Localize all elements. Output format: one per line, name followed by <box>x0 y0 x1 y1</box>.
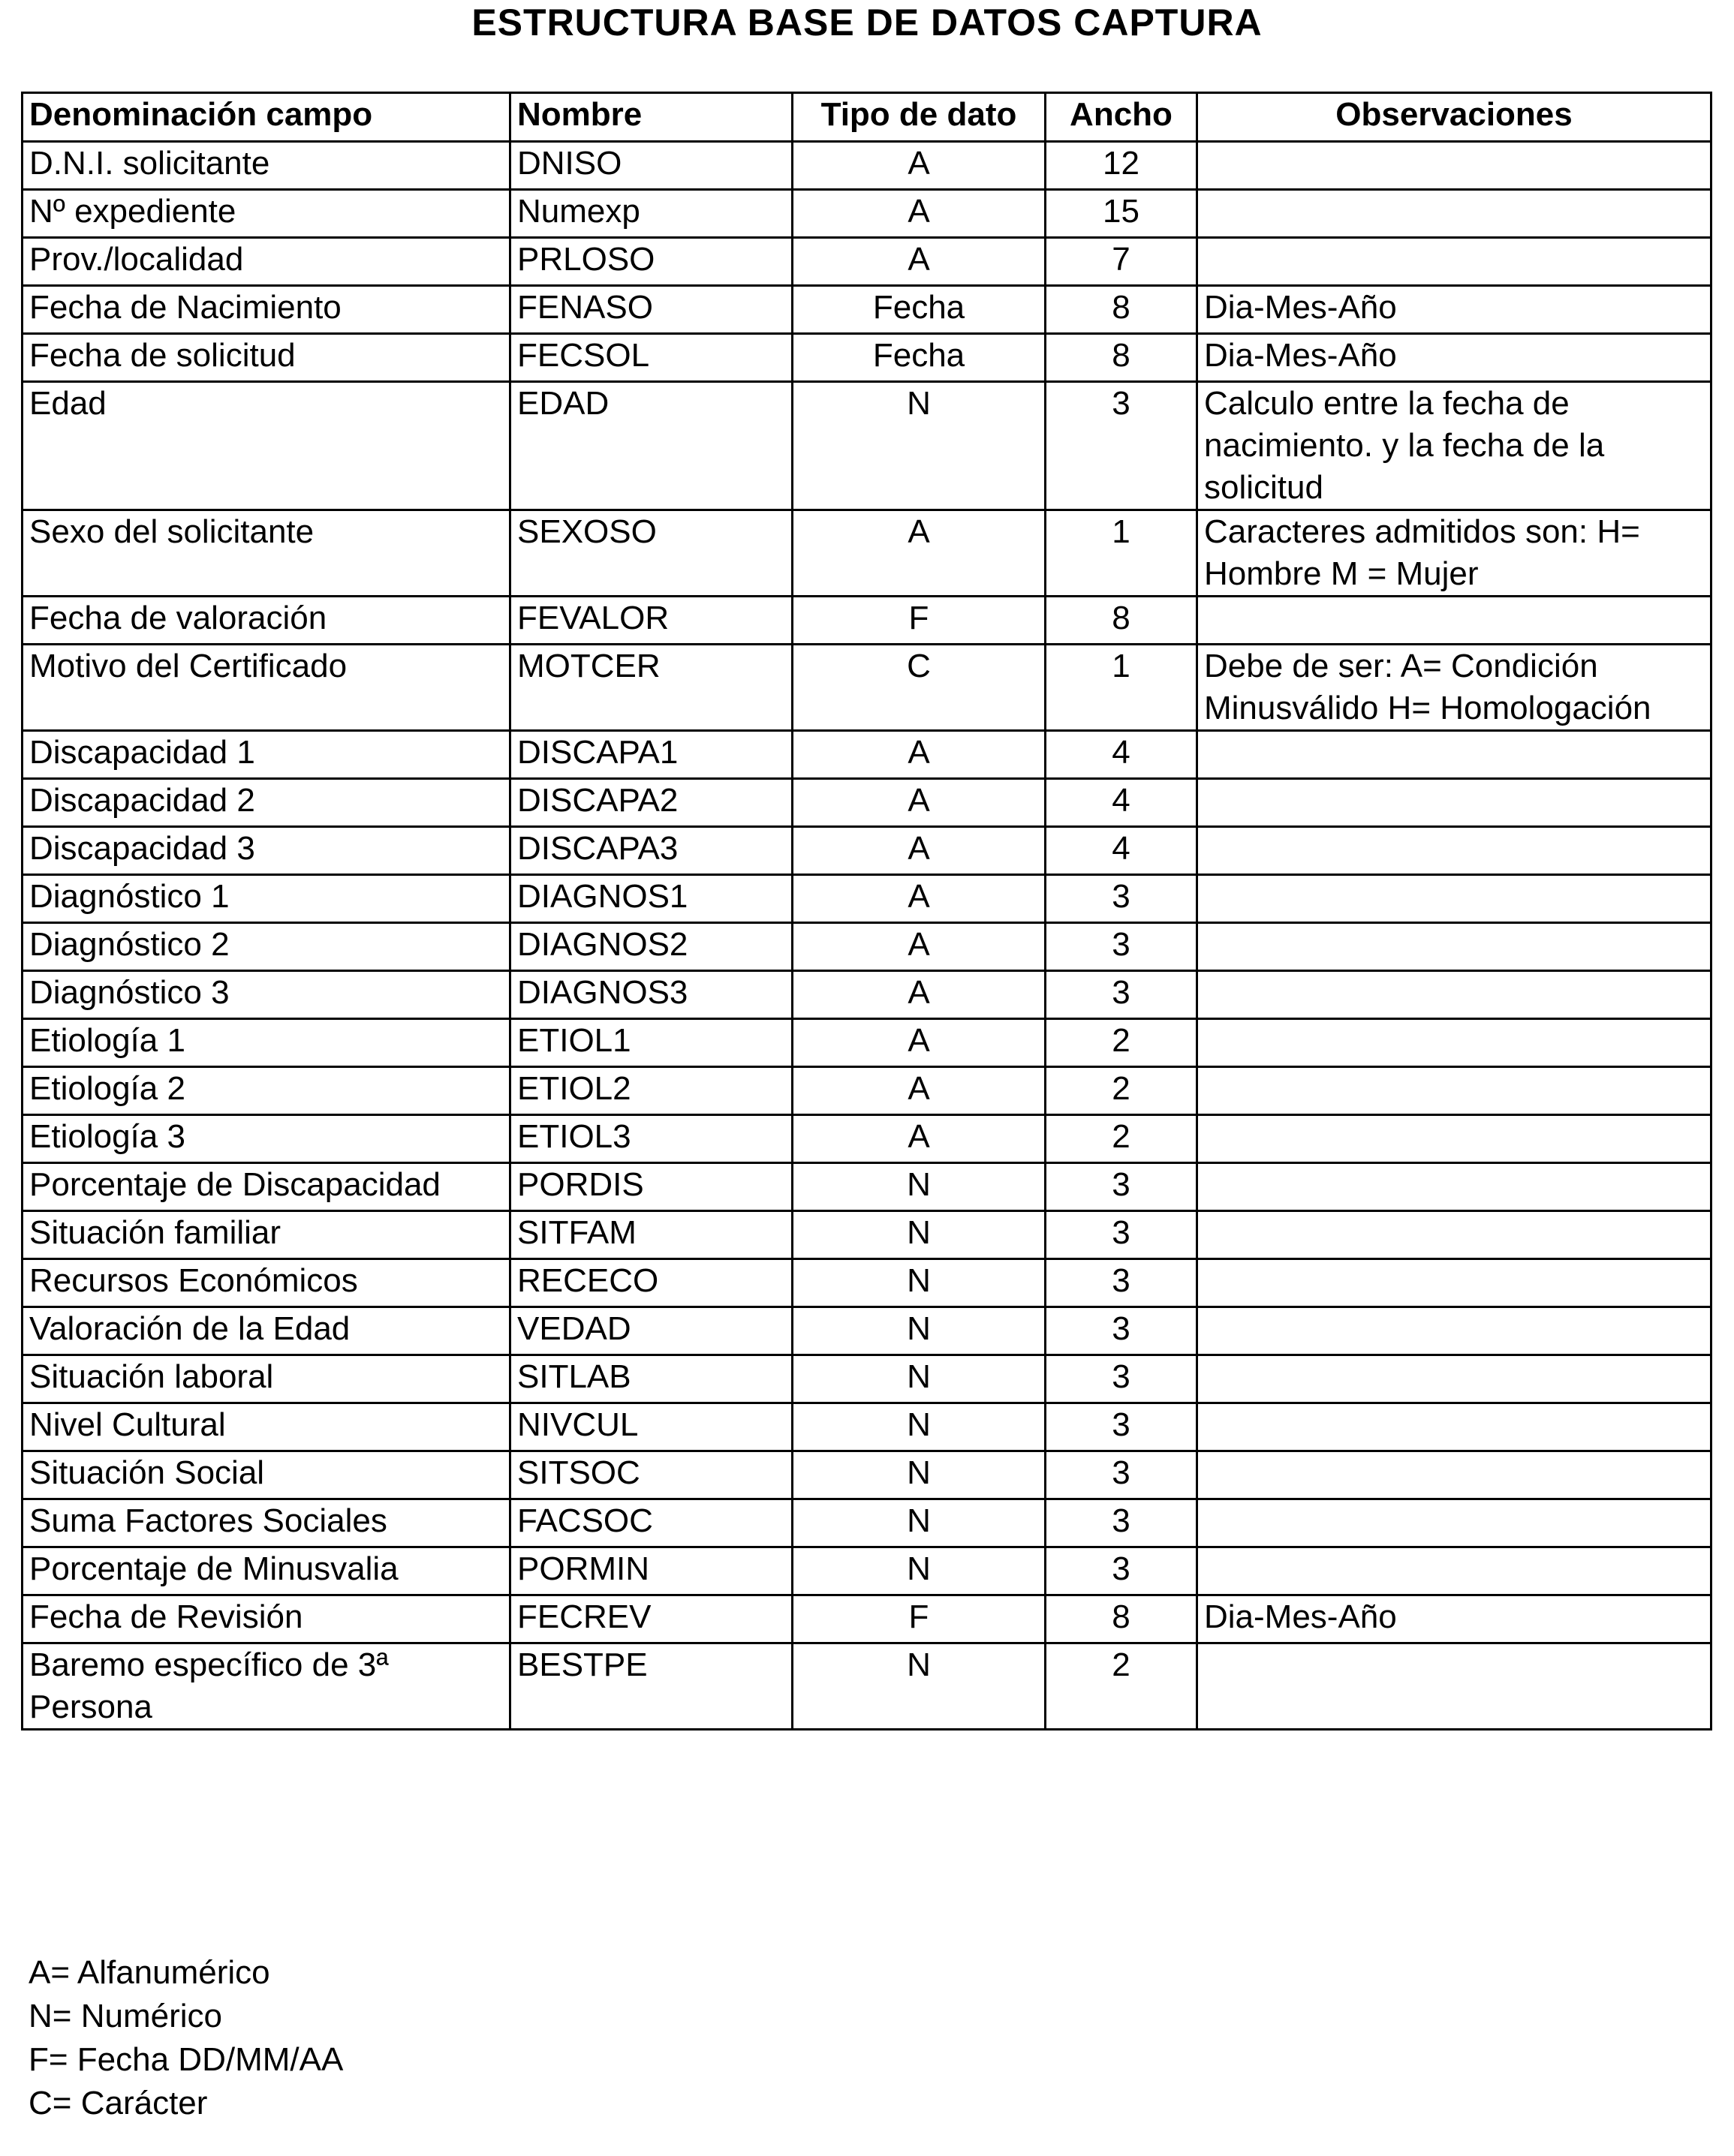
table-row <box>23 1067 1711 1115</box>
table-row <box>23 1595 1711 1643</box>
cell-denominacion: Etiología 3 <box>23 1115 510 1163</box>
cell-observaciones <box>1197 1259 1711 1307</box>
table-row <box>23 142 1711 190</box>
cell-observaciones <box>1197 875 1711 923</box>
cell-ancho: 3 <box>1046 1259 1197 1307</box>
legend-item-fecha: F= Fecha DD/MM/AA <box>29 2041 344 2078</box>
cell-tipo: A <box>793 1115 1046 1163</box>
cell-ancho: 3 <box>1046 1547 1197 1595</box>
cell-tipo: N <box>793 1259 1046 1307</box>
cell-tipo: F <box>793 597 1046 645</box>
cell-tipo: A <box>793 238 1046 286</box>
cell-ancho: 8 <box>1046 334 1197 382</box>
cell-ancho: 3 <box>1046 923 1197 971</box>
cell-tipo: A <box>793 510 1046 597</box>
database-structure-table <box>21 92 1712 1731</box>
cell-tipo: Fecha <box>793 286 1046 334</box>
cell-observaciones <box>1197 1019 1711 1067</box>
cell-nombre: DISCAPA1 <box>510 731 793 779</box>
table-row <box>23 1451 1711 1499</box>
cell-denominacion: Fecha de valoración <box>23 597 510 645</box>
cell-observaciones <box>1197 1355 1711 1403</box>
cell-denominacion: Fecha de solicitud <box>23 334 510 382</box>
legend-item-numerico: N= Numérico <box>29 1998 222 2034</box>
header-nombre: Nombre <box>510 93 793 142</box>
cell-ancho: 4 <box>1046 731 1197 779</box>
cell-tipo: N <box>793 1451 1046 1499</box>
cell-tipo: N <box>793 382 1046 510</box>
cell-ancho: 1 <box>1046 645 1197 731</box>
cell-ancho: 3 <box>1046 1499 1197 1547</box>
document-title: ESTRUCTURA BASE DE DATOS CAPTURA <box>471 2 1263 44</box>
cell-nombre: DISCAPA2 <box>510 779 793 827</box>
cell-nombre: DIAGNOS1 <box>510 875 793 923</box>
cell-ancho: 8 <box>1046 1595 1197 1643</box>
cell-observaciones <box>1197 1499 1711 1547</box>
cell-denominacion: Diagnóstico 2 <box>23 923 510 971</box>
cell-ancho: 8 <box>1046 286 1197 334</box>
cell-denominacion: Fecha de Nacimiento <box>23 286 510 334</box>
cell-tipo: A <box>793 731 1046 779</box>
cell-denominacion: Discapacidad 3 <box>23 827 510 875</box>
cell-nombre: DNISO <box>510 142 793 190</box>
cell-denominacion: Diagnóstico 1 <box>23 875 510 923</box>
cell-observaciones <box>1197 1451 1711 1499</box>
cell-observaciones <box>1197 1163 1711 1211</box>
cell-ancho: 2 <box>1046 1019 1197 1067</box>
cell-ancho: 12 <box>1046 142 1197 190</box>
cell-observaciones <box>1197 827 1711 875</box>
header-observaciones: Observaciones <box>1197 93 1711 142</box>
table-row <box>23 1259 1711 1307</box>
cell-tipo: A <box>793 827 1046 875</box>
cell-nombre: PORDIS <box>510 1163 793 1211</box>
cell-tipo: A <box>793 1019 1046 1067</box>
table-row <box>23 1547 1711 1595</box>
table-header-row <box>23 93 1711 142</box>
cell-denominacion: Porcentaje de Minusvalia <box>23 1547 510 1595</box>
table-row <box>23 334 1711 382</box>
table-row <box>23 190 1711 238</box>
cell-ancho: 3 <box>1046 971 1197 1019</box>
cell-tipo: F <box>793 1595 1046 1643</box>
cell-denominacion: Etiología 1 <box>23 1019 510 1067</box>
table-row <box>23 875 1711 923</box>
cell-nombre: FECREV <box>510 1595 793 1643</box>
table-row <box>23 510 1711 597</box>
cell-nombre: NIVCUL <box>510 1403 793 1451</box>
cell-ancho: 2 <box>1046 1643 1197 1730</box>
cell-observaciones <box>1197 142 1711 190</box>
table-row <box>23 827 1711 875</box>
cell-tipo: N <box>793 1499 1046 1547</box>
table-row <box>23 1307 1711 1355</box>
cell-denominacion: Suma Factores Sociales <box>23 1499 510 1547</box>
cell-tipo: C <box>793 645 1046 731</box>
cell-nombre: FEVALOR <box>510 597 793 645</box>
table-row <box>23 1499 1711 1547</box>
cell-denominacion: Diagnóstico 3 <box>23 971 510 1019</box>
cell-tipo: A <box>793 779 1046 827</box>
cell-ancho: 4 <box>1046 827 1197 875</box>
cell-nombre: BESTPE <box>510 1643 793 1730</box>
cell-observaciones <box>1197 1115 1711 1163</box>
table-row <box>23 286 1711 334</box>
cell-tipo: N <box>793 1163 1046 1211</box>
cell-denominacion: Porcentaje de Discapacidad <box>23 1163 510 1211</box>
cell-tipo: A <box>793 971 1046 1019</box>
cell-nombre: SEXOSO <box>510 510 793 597</box>
cell-tipo: A <box>793 190 1046 238</box>
cell-observaciones <box>1197 1067 1711 1115</box>
cell-nombre: DIAGNOS2 <box>510 923 793 971</box>
cell-nombre: ETIOL2 <box>510 1067 793 1115</box>
table-row <box>23 1211 1711 1259</box>
cell-denominacion: Situación familiar <box>23 1211 510 1259</box>
cell-nombre: VEDAD <box>510 1307 793 1355</box>
cell-nombre: FECSOL <box>510 334 793 382</box>
cell-tipo: A <box>793 142 1046 190</box>
cell-observaciones <box>1197 1643 1711 1730</box>
cell-ancho: 3 <box>1046 1211 1197 1259</box>
table-row <box>23 645 1711 731</box>
cell-nombre: EDAD <box>510 382 793 510</box>
cell-denominacion: Etiología 2 <box>23 1067 510 1115</box>
cell-observaciones <box>1197 1547 1711 1595</box>
cell-ancho: 3 <box>1046 1163 1197 1211</box>
cell-observaciones <box>1197 731 1711 779</box>
cell-observaciones <box>1197 190 1711 238</box>
table-row <box>23 382 1711 510</box>
cell-ancho: 3 <box>1046 1403 1197 1451</box>
cell-nombre: SITFAM <box>510 1211 793 1259</box>
cell-nombre: MOTCER <box>510 645 793 731</box>
cell-nombre: PRLOSO <box>510 238 793 286</box>
table-row <box>23 1643 1711 1730</box>
table-row <box>23 923 1711 971</box>
cell-denominacion: Valoración de la Edad <box>23 1307 510 1355</box>
table-row <box>23 1115 1711 1163</box>
cell-ancho: 3 <box>1046 1307 1197 1355</box>
cell-observaciones <box>1197 597 1711 645</box>
cell-denominacion: Discapacidad 1 <box>23 731 510 779</box>
header-tipo: Tipo de dato <box>793 93 1046 142</box>
cell-observaciones: Caracteres admitidos son: H= Hombre M = Mujer <box>1197 510 1711 597</box>
legend <box>29 1951 343 2125</box>
cell-denominacion: Situación Social <box>23 1451 510 1499</box>
legend-item-alfanumerico: A= Alfanumérico <box>29 1954 270 1991</box>
cell-denominacion: Nº expediente <box>23 190 510 238</box>
header-denominacion: Denominación campo <box>23 93 510 142</box>
table-row <box>23 731 1711 779</box>
cell-tipo: N <box>793 1643 1046 1730</box>
cell-tipo: N <box>793 1211 1046 1259</box>
cell-denominacion: Fecha de Revisión <box>23 1595 510 1643</box>
cell-denominacion: Prov./localidad <box>23 238 510 286</box>
table-row <box>23 597 1711 645</box>
cell-nombre: DISCAPA3 <box>510 827 793 875</box>
cell-denominacion: Baremo específico de 3ª Persona <box>23 1643 510 1730</box>
cell-observaciones <box>1197 1307 1711 1355</box>
cell-observaciones: Dia-Mes-Año <box>1197 1595 1711 1643</box>
cell-denominacion: Recursos Económicos <box>23 1259 510 1307</box>
cell-ancho: 3 <box>1046 1355 1197 1403</box>
table-row <box>23 1019 1711 1067</box>
cell-nombre: Numexp <box>510 190 793 238</box>
legend-item-caracter: C= Carácter <box>29 2085 208 2121</box>
cell-denominacion: Discapacidad 2 <box>23 779 510 827</box>
cell-observaciones: Calculo entre la fecha de nacimiento. y la fecha de la solicitud <box>1197 382 1711 510</box>
cell-nombre: ETIOL3 <box>510 1115 793 1163</box>
cell-nombre: FENASO <box>510 286 793 334</box>
cell-nombre: ETIOL1 <box>510 1019 793 1067</box>
cell-tipo: N <box>793 1403 1046 1451</box>
table-row <box>23 1355 1711 1403</box>
table-row <box>23 971 1711 1019</box>
cell-observaciones: Dia-Mes-Año <box>1197 286 1711 334</box>
cell-ancho: 8 <box>1046 597 1197 645</box>
cell-denominacion: Nivel Cultural <box>23 1403 510 1451</box>
cell-observaciones <box>1197 238 1711 286</box>
cell-denominacion: Sexo del solicitante <box>23 510 510 597</box>
cell-ancho: 3 <box>1046 382 1197 510</box>
cell-nombre: DIAGNOS3 <box>510 971 793 1019</box>
table-body <box>23 142 1711 1730</box>
cell-tipo: N <box>793 1355 1046 1403</box>
cell-ancho: 15 <box>1046 190 1197 238</box>
table-row <box>23 238 1711 286</box>
header-ancho: Ancho <box>1046 93 1197 142</box>
cell-denominacion: Edad <box>23 382 510 510</box>
cell-tipo: A <box>793 875 1046 923</box>
cell-tipo: A <box>793 1067 1046 1115</box>
cell-nombre: RECECO <box>510 1259 793 1307</box>
cell-ancho: 3 <box>1046 1451 1197 1499</box>
cell-denominacion: Motivo del Certificado <box>23 645 510 731</box>
cell-ancho: 3 <box>1046 875 1197 923</box>
cell-observaciones: Debe de ser: A= Condición Minusválido H= Homologación <box>1197 645 1711 731</box>
cell-observaciones <box>1197 779 1711 827</box>
cell-ancho: 2 <box>1046 1067 1197 1115</box>
cell-nombre: FACSOC <box>510 1499 793 1547</box>
table-row <box>23 1403 1711 1451</box>
cell-ancho: 7 <box>1046 238 1197 286</box>
cell-ancho: 1 <box>1046 510 1197 597</box>
cell-tipo: N <box>793 1307 1046 1355</box>
cell-nombre: SITSOC <box>510 1451 793 1499</box>
cell-tipo: Fecha <box>793 334 1046 382</box>
cell-observaciones <box>1197 1211 1711 1259</box>
cell-observaciones <box>1197 923 1711 971</box>
cell-ancho: 2 <box>1046 1115 1197 1163</box>
cell-denominacion: D.N.I. solicitante <box>23 142 510 190</box>
cell-observaciones <box>1197 971 1711 1019</box>
cell-tipo: N <box>793 1547 1046 1595</box>
cell-observaciones <box>1197 1403 1711 1451</box>
table-row <box>23 779 1711 827</box>
cell-observaciones: Dia-Mes-Año <box>1197 334 1711 382</box>
cell-ancho: 4 <box>1046 779 1197 827</box>
cell-nombre: SITLAB <box>510 1355 793 1403</box>
cell-denominacion: Situación laboral <box>23 1355 510 1403</box>
cell-tipo: A <box>793 923 1046 971</box>
table-row <box>23 1163 1711 1211</box>
cell-nombre: PORMIN <box>510 1547 793 1595</box>
